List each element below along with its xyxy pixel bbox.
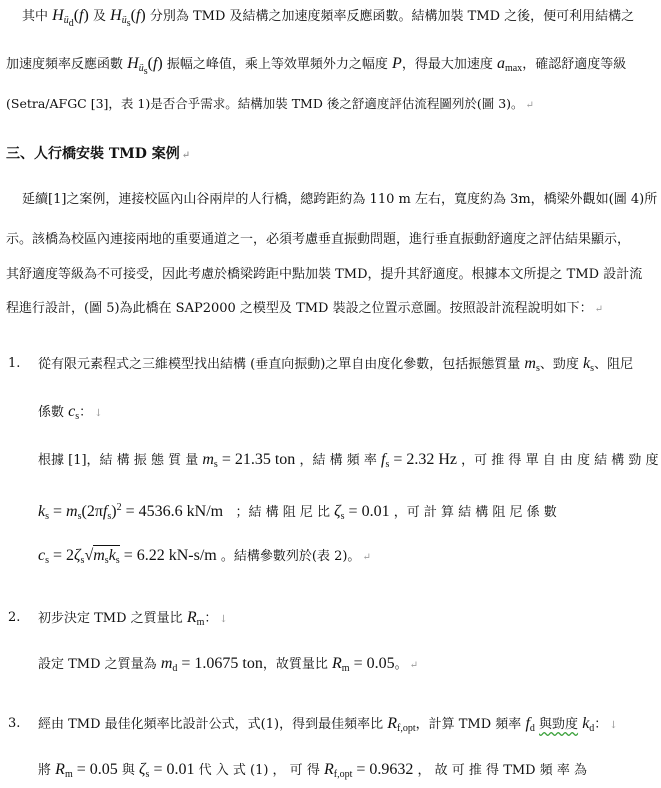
math-a-max: $a_{max}$ bbox=[496, 55, 523, 74]
step3-number: 3. bbox=[8, 716, 21, 731]
step2-line1: 初步決定 TMD 之質量比 $R_m$： ↓ bbox=[38, 609, 228, 628]
para2-line2: 示。該橋為校區內連接兩地的重要通道之一，必須考慮垂直振動問題，進行垂直振動舒適度之評估結果顯示， bbox=[6, 232, 631, 247]
step1-line2: 係數 $c_s$： ↓ bbox=[38, 403, 103, 422]
para1-line1: 其中 $H_{üd}(f)$ 及 $H_{üs}(f)$ 分別為 TMD 及結構之加速度頻率反應函數。結構加裝 TMD 之後，便可利用結構之 bbox=[22, 7, 635, 29]
math-ks-formula: $k_s = m_s(2\pi f_s)^2 = 4536.6$ kN/m bbox=[38, 502, 224, 522]
math-P: P bbox=[392, 55, 402, 72]
para1-line3: (Setra/AFGC [3]，表 1)是否合乎需求。結構加裝 TMD 後之舒適度評估流程圖列於(圖 3)。 ↵ bbox=[6, 96, 534, 111]
step1-line5: $c_s = 2\zeta_s√m_sk_s = 6.22$ kN-s/m 。結構參數列於(表 2)。 ↵ bbox=[38, 547, 371, 566]
math-H-ud: $H_{üd}(f)$ bbox=[52, 7, 89, 29]
math-kd: $k_d$ bbox=[582, 715, 595, 734]
math-ks: $k_s$ bbox=[583, 355, 595, 374]
math-H-us: $H_{üs}(f)$ bbox=[110, 7, 146, 29]
math-cs: $c_s$ bbox=[68, 403, 80, 422]
para2-line4: 程進行設計，(圖 5)為此橋在 SAP2000 之模型及 TMD 裝設之位置示意圖。按照設計流程說明如下： ↵ bbox=[6, 301, 603, 316]
step3-line1: 經由 TMD 最佳化頻率比設計公式，式(1)，得到最佳頻率比 $R_{f,opt}$，計算 TMD 頻率 $f_d$ 與勁度 $k_d$： ↓ bbox=[38, 715, 618, 734]
math-Rfopt: $R_{f,opt}$ bbox=[387, 715, 416, 734]
step1-line1: 從有限元素程式之三維模型找出結構 (垂直向振動)之單自由度化參數，包括振態質量 $m_s$、勁度 $k_s$、阻尼 bbox=[38, 355, 634, 374]
step2-number: 2. bbox=[8, 610, 21, 625]
math-ms: $m_s$ bbox=[524, 355, 540, 374]
step1-number: 1. bbox=[8, 356, 21, 371]
step2-line2: 設定 TMD 之質量為 $m_d = 1.0675$ ton，故質量比 $R_m = 0.05$。 ↵ bbox=[38, 655, 418, 674]
math-Rm: $R_m$ bbox=[186, 609, 205, 628]
section-3-heading: 三、人行橋安裝 TMD 案例 ↵ bbox=[6, 146, 191, 162]
para2-line3: 其舒適度等級為不可接受，因此考慮於橋梁跨距中點加裝 TMD，提升其舒適度。根據本文所提之 TMD 設計流 bbox=[6, 267, 643, 282]
math-cs-formula: $c_s = 2\zeta_s√m_sk_s = 6.22$ kN-s/m bbox=[38, 547, 217, 566]
math-fd: $f_d$ bbox=[525, 715, 535, 734]
step1-line4: $k_s = m_s(2\pi f_s)^2 = 4536.6$ kN/m ；結 構 阻 尼 比 $\zeta_s = 0.01$ ，可 計 算 結 構 阻 尼 係 數 bbox=[38, 502, 557, 522]
step1-line3: 根據 [1]，結 構 振 態 質 量 $m_s = 21.35$ ton ，結 構 頻 率 $f_s = 2.32$ Hz ，可 推 得 單 自 由 度 結 構 勁 度 bbox=[38, 451, 659, 470]
para1-line2: 加速度頻率反應函數 $H_{üs}(f)$ 振幅之峰值，乘上等效單頻外力之幅度 P，得最大加速度 $a_{max}$，確認舒適度等級 bbox=[6, 55, 627, 77]
para2-line1: 延續[1]之案例，連接校區內山谷兩岸的人行橋，總跨距約為 110 m 左右，寬度約為 3m，橋梁外觀如(圖 4)所 bbox=[22, 192, 658, 207]
step3-line2: 將 $R_m = 0.05$ 與 $\zeta_s = 0.01$ 代 入 式 (1) ， 可 得 $R_{f,opt} = 0.9632$ ， 故 可 推 得 TMD 頻 率 為 bbox=[38, 761, 587, 780]
math-H-us-2: $H_{üs}(f)$ bbox=[127, 55, 163, 77]
